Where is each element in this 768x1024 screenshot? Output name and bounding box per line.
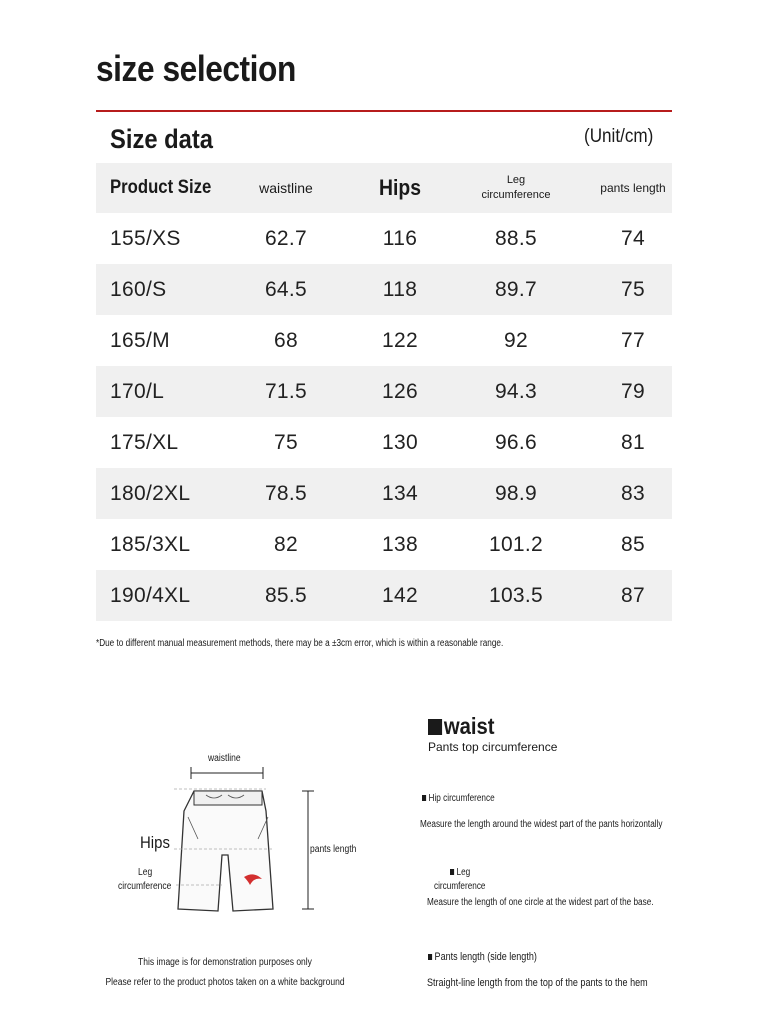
cell-size: 170/L (110, 379, 165, 403)
hip-title-text: Hip circumference (428, 793, 495, 804)
table-row (96, 264, 672, 315)
square-bullet-icon (450, 869, 454, 875)
page-title: size selection (96, 48, 296, 89)
cell-size: 190/4XL (110, 583, 191, 607)
diagram-hips-label: Hips (140, 833, 170, 852)
waist-definition-title (428, 713, 494, 740)
cell-size: 160/S (110, 277, 167, 301)
cell-length: 79 (621, 379, 645, 403)
leg-definition-desc: Measure the length of one circle at the widest part of the base. (427, 897, 654, 908)
cell-leg: 98.9 (494, 481, 538, 505)
table-row (96, 213, 672, 264)
section-title: Size data (110, 124, 214, 154)
header-hips: Hips (379, 175, 421, 200)
waist-title-text: waist (443, 713, 495, 739)
cell-leg: 89.7 (494, 277, 538, 301)
cell-length: 74 (621, 226, 645, 250)
cell-length: 85 (621, 532, 645, 556)
title-divider (96, 110, 672, 112)
cell-hips: 126 (382, 379, 418, 403)
measurement-note: *Due to different manual measurement methods, there may be a ±3cm error, which is within a reasonable range. (96, 638, 504, 649)
leg-definition-title-2: circumference (434, 881, 486, 892)
cell-leg: 94.3 (494, 379, 538, 403)
cell-leg: 92 (504, 328, 528, 352)
cell-length: 87 (621, 583, 645, 607)
table-row (96, 315, 672, 366)
cell-waistline: 68 (274, 328, 298, 352)
unit-label: (Unit/cm) (584, 126, 654, 147)
waist-definition-desc: Pants top circumference (428, 740, 558, 754)
cell-hips: 130 (382, 430, 418, 454)
cell-leg: 103.5 (488, 583, 544, 607)
table-header-row (96, 163, 672, 213)
cell-waistline: 64.5 (264, 277, 308, 301)
size-table (96, 163, 672, 621)
cell-leg: 101.2 (488, 532, 544, 556)
cell-size: 180/2XL (110, 481, 191, 505)
cell-hips: 134 (382, 481, 418, 505)
length-title-text: Pants length (side length) (434, 951, 537, 963)
cell-waistline: 75 (274, 430, 298, 454)
header-product-size: Product Size (110, 177, 212, 198)
cell-waistline: 78.5 (264, 481, 308, 505)
header-waistline: waistline (259, 180, 313, 196)
cell-hips: 142 (382, 583, 418, 607)
leg-definition-title (450, 867, 470, 878)
table-row (96, 417, 672, 468)
header-pants-length: pants length (600, 181, 666, 195)
cell-hips: 116 (382, 226, 418, 250)
cell-waistline: 62.7 (264, 226, 308, 250)
leg-title-text: Leg (456, 867, 471, 878)
square-bullet-icon (428, 719, 442, 735)
cell-size: 165/M (110, 328, 170, 352)
cell-length: 77 (621, 328, 645, 352)
hip-definition-desc: Measure the length around the widest part of the pants horizontally (420, 819, 663, 830)
table-row (96, 468, 672, 519)
cell-length: 81 (621, 430, 645, 454)
header-leg-circumference: Leg circumference (481, 174, 551, 201)
table-row (96, 519, 672, 570)
cell-length: 75 (621, 277, 645, 301)
cell-hips: 138 (382, 532, 418, 556)
disclaimer-line-2: Please refer to the product photos taken on a white background (105, 977, 345, 988)
cell-waistline: 71.5 (264, 379, 308, 403)
diagram-pants-length-label: pants length (310, 844, 357, 855)
length-definition-desc: Straight-line length from the top of the pants to the hem (427, 977, 648, 989)
length-definition-title (428, 951, 537, 963)
cell-waistline: 85.5 (264, 583, 308, 607)
square-bullet-icon (422, 795, 426, 801)
cell-size: 175/XL (110, 430, 179, 454)
cell-length: 83 (621, 481, 645, 505)
shorts-diagram (110, 745, 370, 965)
cell-leg: 96.6 (494, 430, 538, 454)
cell-hips: 118 (382, 277, 418, 301)
diagram-waistline-label: waistline (208, 753, 241, 764)
diagram-leg-label-1: Leg (138, 867, 153, 878)
diagram-leg-label-2: circumference (118, 881, 172, 892)
disclaimer-line-1: This image is for demonstration purposes only (138, 957, 312, 968)
table-row (96, 570, 672, 621)
hip-definition-title (422, 793, 495, 804)
cell-leg: 88.5 (494, 226, 538, 250)
cell-hips: 122 (382, 328, 418, 352)
cell-size: 185/3XL (110, 532, 191, 556)
cell-size: 155/XS (110, 226, 181, 250)
square-bullet-icon (428, 954, 432, 960)
table-row (96, 366, 672, 417)
cell-waistline: 82 (274, 532, 298, 556)
